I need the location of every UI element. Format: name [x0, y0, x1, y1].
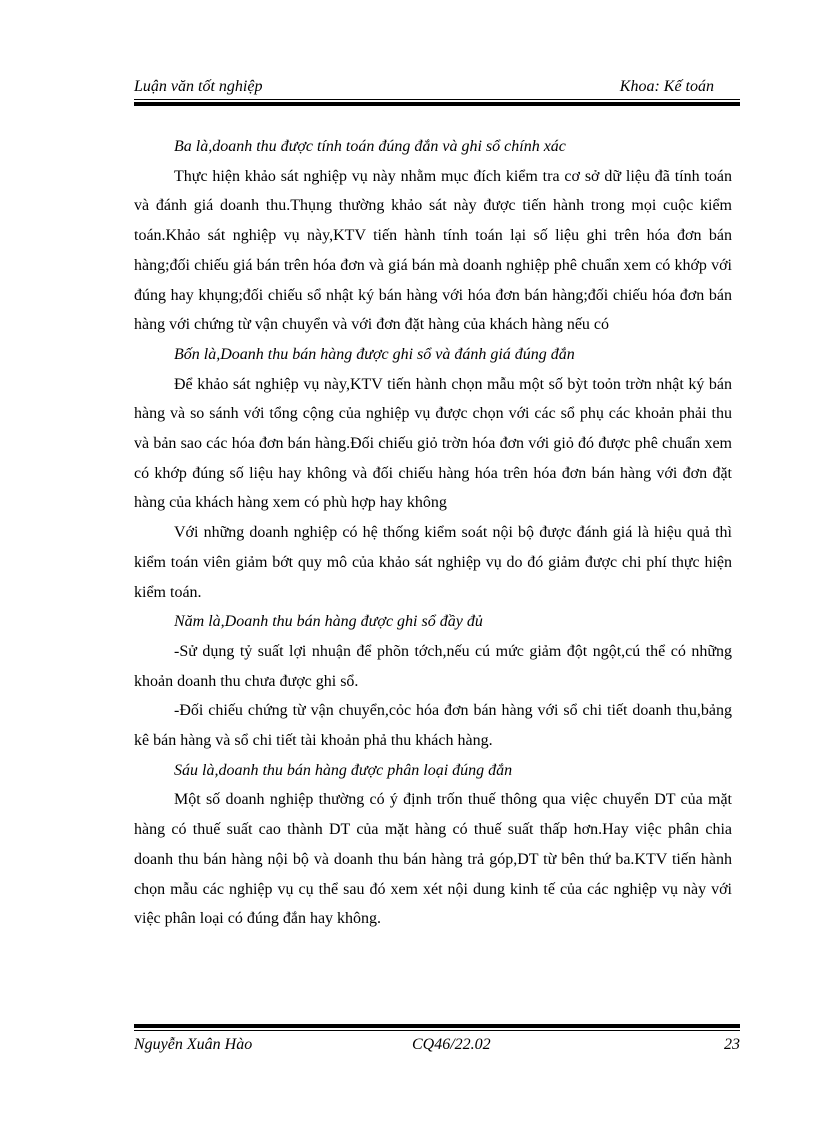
header-faculty: Khoa: Kế toán	[619, 78, 714, 95]
paragraph-5b: -Đối chiếu chứng từ vận chuyển,cỏc hóa đơn bán hàng với sổ chi tiết doanh thu,bảng kê bán hàng và sổ chi tiết tài khoản phả thu khách hàng.	[134, 702, 732, 750]
paragraph-4b: Với những doanh nghiệp có hệ thống kiểm soát nội bộ được đánh giá là hiệu quả thì kiểm toán viên giảm bớt quy mô của khảo sát nghiệp vụ do đó giảm được chi phí thực hiện kiểm toán.	[134, 524, 732, 601]
footer-class-code: CQ46/22.02	[412, 1036, 491, 1053]
section-heading-6: Sáu là,doanh thu bán hàng được phân loại đúng đắn	[174, 761, 513, 779]
footer-author: Nguyễn Xuân Hào	[134, 1036, 253, 1053]
section-heading-4: Bốn là,Doanh thu bán hàng được ghi sổ và đánh giá đúng đắn	[174, 345, 575, 363]
header-rule-thin	[134, 99, 740, 100]
paragraph-6: Một số doanh nghiệp thường có ý định trốn thuế thông qua việc chuyển DT của mặt hàng có thuế suất cao thành DT của mặt hàng có thuế suất thấp hơn.Hay việc phân chia doanh thu bán hàng nội bộ và doanh thu bán hàng trả góp,DT từ bên thứ ba.KTV tiến hành chọn mẫu các nghiệp vụ cụ thể sau đó xem xét nội dung kinh tế của các nghiệp vụ này với việc phân loại có đúng đắn hay không.	[134, 791, 732, 928]
section-heading-5: Năm là,Doanh thu bán hàng được ghi sổ đầy đủ	[174, 613, 483, 631]
page-body	[134, 132, 732, 934]
section-heading-3: Ba là,doanh thu được tính toán đúng đắn và ghi sổ chính xác	[174, 138, 566, 155]
header-rule-thick	[134, 102, 740, 106]
paragraph-4a: Để khảo sát nghiệp vụ này,KTV tiến hành chọn mẫu một số bỳt toỏn trờn nhật ký bán hàng và so sánh với tổng cộng của nghiệp vụ được chọn với các sổ phụ các khoản phải thu và bản sao các hóa đơn bán hàng.Đối chiếu giỏ trờn hóa đơn với giỏ đó được phê chuẩn xem có khớp đúng số liệu hay không và đối chiếu hàng hóa trên hóa đơn bán hàng với đơn đặt hàng của khách hàng xem có phù hợp hay không	[134, 375, 732, 512]
page-number: 23	[724, 1036, 740, 1053]
footer-rule-thick	[134, 1024, 740, 1028]
paragraph-5a: -Sử dụng tỷ suất lợi nhuận để phõn tớch,nếu cú mức giảm đột ngột,cú thể có những khoản doanh thu chưa được ghi sổ.	[134, 642, 732, 690]
paragraph-3: Thực hiện khảo sát nghiệp vụ này nhằm mục đích kiểm tra cơ sở dữ liệu đã tính toán và đánh giá doanh thu.Thụng thường khảo sát này được tiến hành trong mọi cuộc kiểm toán.Khảo sát nghiệp vụ này,KTV tiến hành tính toán lại số liệu ghi trên hóa đơn bán hàng;đối chiếu giá bán trên hóa đơn và giá bán mà doanh nghiệp phê chuẩn xem có khớp với đúng hay khụng;đối chiếu sổ nhật ký bán hàng với hóa đơn bán hàng;đối chiếu hóa đơn bán hàng với chứng từ vận chuyển và với đơn đặt hàng của khách hàng nếu có	[134, 167, 732, 334]
page-footer	[134, 1024, 740, 1064]
header-thesis-title: Luận văn tốt nghiệp	[134, 78, 263, 95]
footer-rule-thin	[134, 1030, 740, 1031]
page-header	[134, 74, 740, 104]
